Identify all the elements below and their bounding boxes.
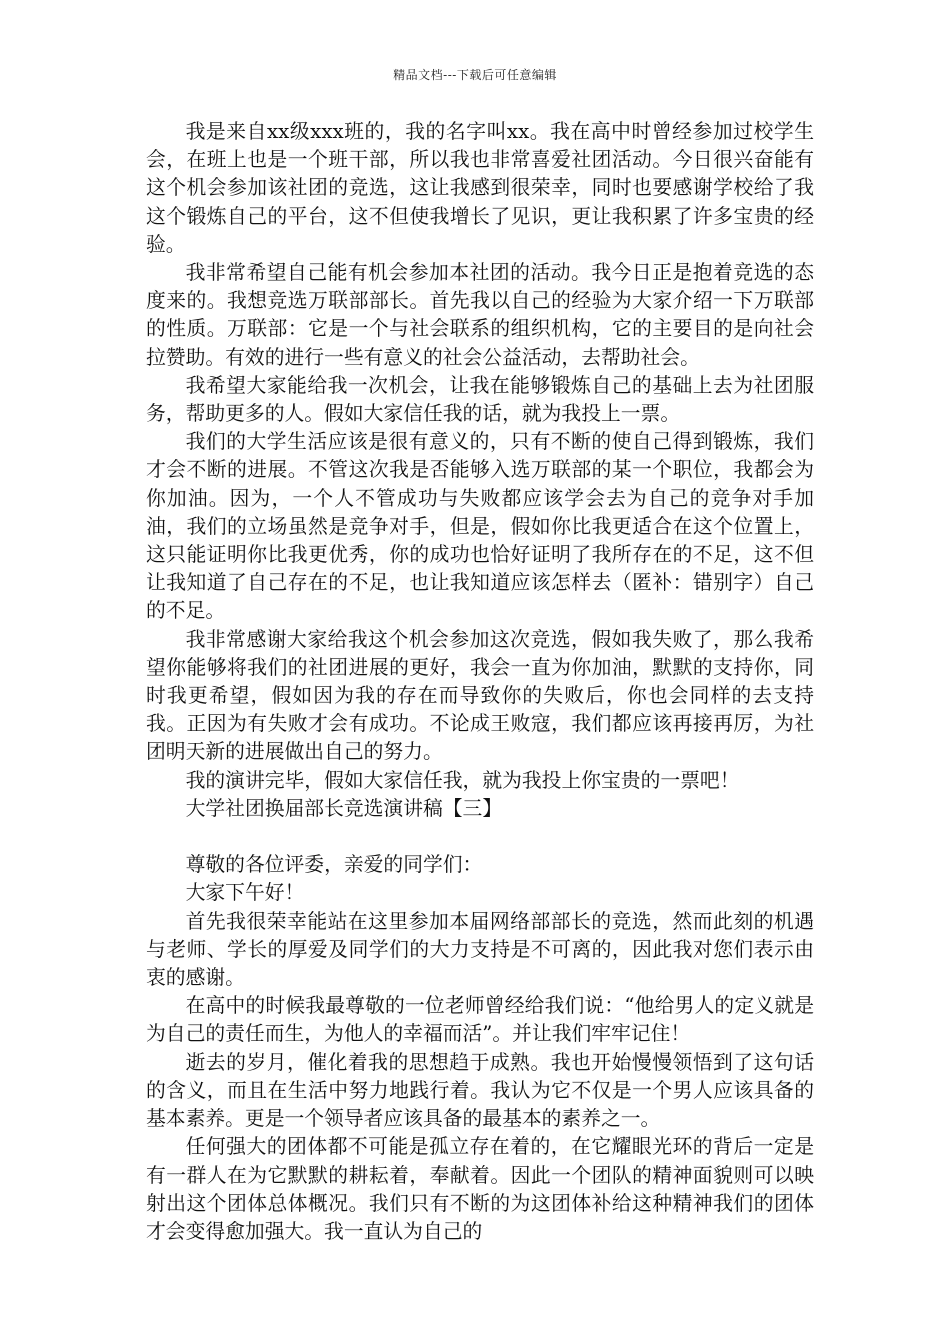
paragraph-gratitude: 我非常感谢大家给我这个机会参加这次竞选，假如我失败了，那么我希望你能够将我们的社团进展的更好，我会一直为你加油，默默的支持你，同时我更希望，假如因为我的存在而导致你的失败后，你也会同样的去支持我。正因为有失败才会有成功。不论成王败寇，我们都应该再接再厉，为社团明天新的进展做出自己的努力。 [146,627,814,764]
paragraph-college-life: 我们的大学生活应该是很有意义的，只有不断的使自己得到锻炼，我们才会不断的进展。不管这次我是否能够入选万联部的某一个职位，我都会为你加油。因为，一个人不管成功与失败都应该学会去为自己的竞争对手加油，我们的立场虽然是竞争对手，但是，假如你比我更适合在这个位置上，这只能证明你比我更优秀，你的成功也恰好证明了我所存在的不足，这不但让我知道了自己存在的不足，也让我知道应该怎样去（匿补：错别字）自己的不足。 [146,430,814,623]
document-body [146,118,814,1246]
paragraph-opening: 首先我很荣幸能站在这里参加本届网络部部长的竞选，然而此刻的机遇与老师、学长的厚爱及同学们的大力支持是不可离的，因此我对您们表示由衷的感谢。 [146,909,814,990]
paragraph-team-spirit: 任何强大的团体都不可能是孤立存在着的，在它耀眼光环的背后一定是有一群人在为它默默的耕耘着，奉献着。因此一个团队的精神面貌则可以映射出这个团体总体概况。我们只有不断的为这团体补给这种精神我们的团体才会变得愈加强大。我一直认为自己的 [146,1135,814,1243]
paragraph-teacher-quote: 在高中的时候我最尊敬的一位老师曾经给我们说：“他给男人的定义就是为自己的责任而生，为他人的幸福而活”。并让我们牢牢记住！ [146,994,814,1046]
paragraph-greeting: 大家下午好！ [185,881,305,905]
paragraph-salutation: 尊敬的各位评委，亲爱的同学们： [185,853,483,877]
paragraph-closing: 我的演讲完毕，假如大家信任我，就为我投上你宝贵的一票吧！ [185,768,740,792]
paragraph-request-vote: 我希望大家能给我一次机会，让我在能够锻炼自己的基础上去为社团服务，帮助更多的人。假如大家信任我的话，就为我投上一票。 [146,373,814,426]
paragraph-intro: 我是来自xx级xxx班的，我的名字叫xx。我在高中时曾经参加过校学生会，在班上也是一个班干部，所以我也非常喜爱社团活动。今日很兴奋能有这个机会参加该社团的竞选，这让我感到很荣幸，同时也要感谢学校给了我这个锻炼自己的平台，这不但使我增长了见识，更让我积累了许多宝贵的经验。 [146,120,814,256]
section-title: 大学社团换届部长竞选演讲稿【三】 [185,796,503,820]
paragraph-position: 我非常希望自己能有机会参加本社团的活动。我今日正是抱着竞选的态度来的。我想竞选万联部部长。首先我以自己的经验为大家介绍一下万联部的性质。万联部：它是一个与社会联系的组织机构，它的主要目的是向社会拉赞助。有效的进行一些有意义的社会公益活动，去帮助社会。 [146,261,814,369]
paragraph-reflection: 逝去的岁月，催化着我的思想趋于成熟。我也开始慢慢领悟到了这句话的含义，而且在生活中努力地践行着。我认为它不仅是一个男人应该具备的基本素养。更是一个领导者应该具备的最基本的素养之一。 [146,1050,814,1131]
page-header: 精品文档---下载后可任意编辑 [393,68,557,82]
blank-line [146,823,814,851]
